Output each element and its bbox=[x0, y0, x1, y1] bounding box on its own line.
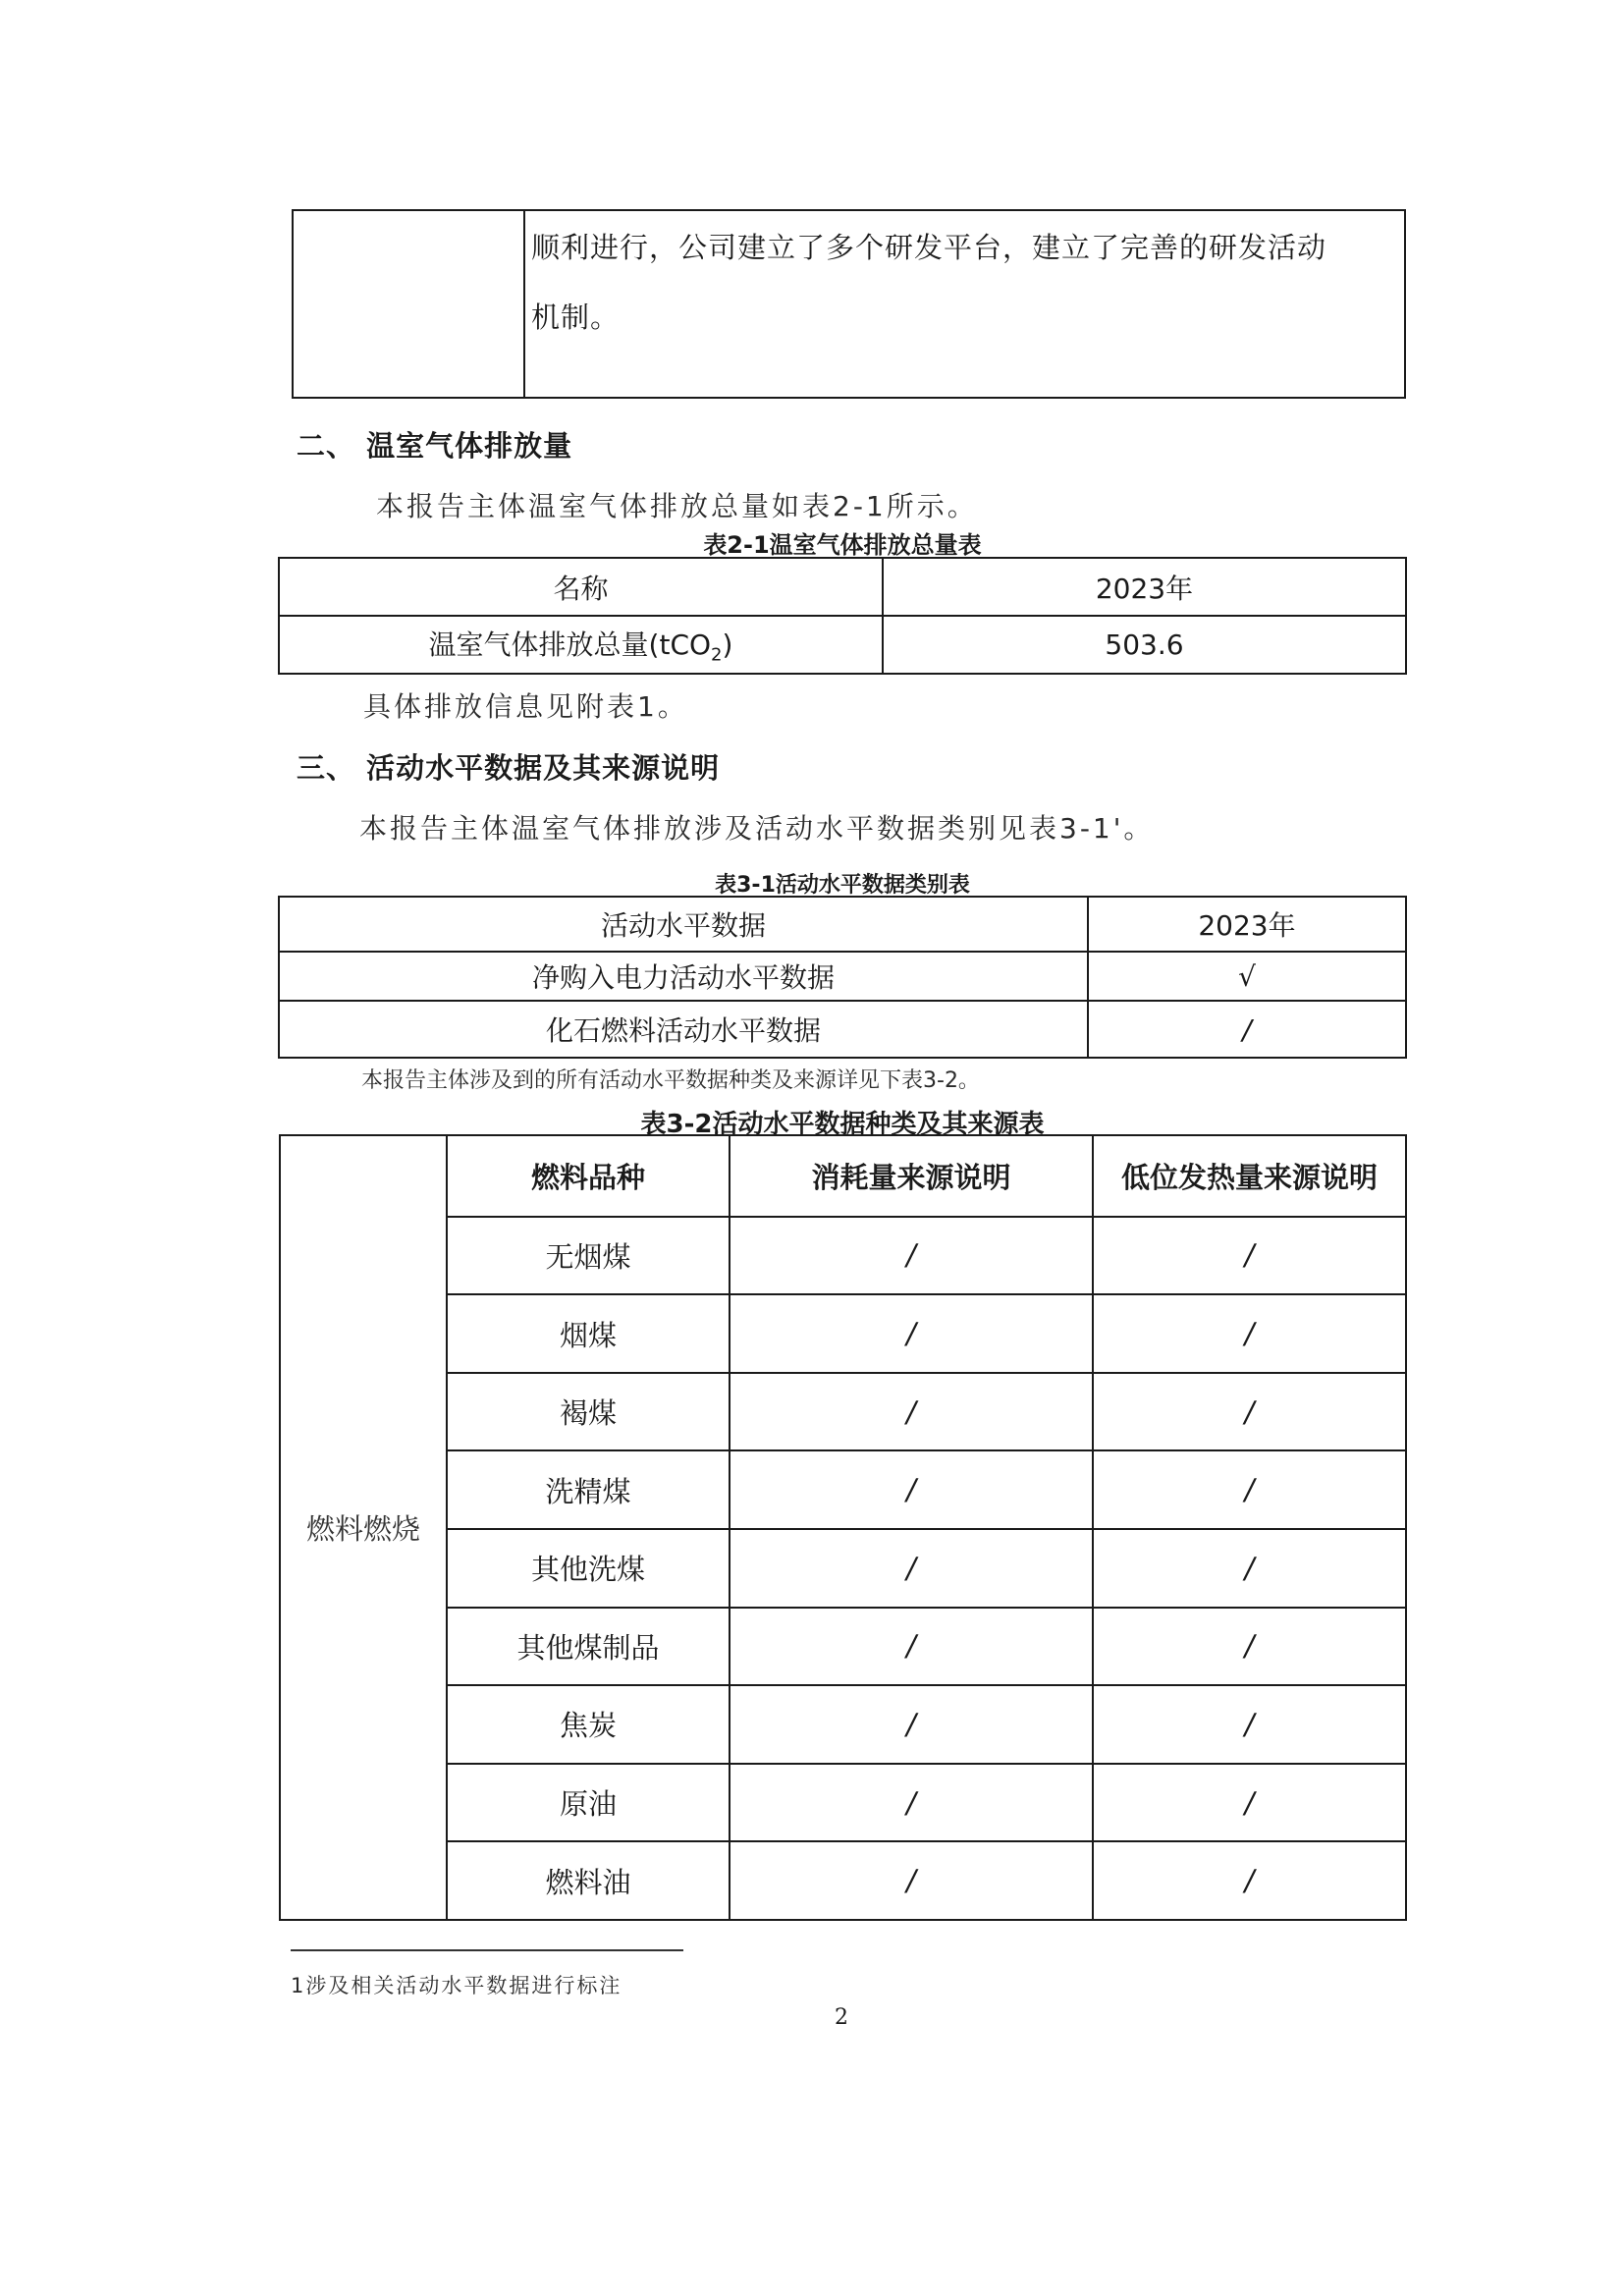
table-3-2-header-heat: 低位发热量来源说明 bbox=[1093, 1135, 1406, 1217]
table-3-1-row bbox=[279, 1001, 1406, 1058]
continuation-text-cell bbox=[524, 210, 1405, 398]
table-3-2-group-label: 燃料燃烧 bbox=[280, 1135, 447, 1920]
footnote-separator bbox=[291, 1949, 683, 1951]
continuation-label-cell bbox=[293, 210, 524, 398]
table-3-2-row bbox=[280, 1217, 1406, 1295]
table-3-2-caption: 表3-2活动水平数据种类及其来源表 bbox=[640, 1110, 1045, 1139]
table-3-2-row bbox=[280, 1841, 1406, 1920]
heat-cell: / bbox=[1093, 1685, 1406, 1764]
table-2-1-header-year: 2023年 bbox=[883, 558, 1406, 616]
fuel-cell: 焦炭 bbox=[447, 1685, 730, 1764]
table-3-1-caption: 表3-1活动水平数据类别表 bbox=[715, 873, 970, 898]
fuel-cell: 洗精煤 bbox=[447, 1450, 730, 1529]
table-2-1-header-row bbox=[279, 558, 1406, 616]
fuel-cell: 无烟煤 bbox=[447, 1217, 730, 1295]
fuel-cell: 褐煤 bbox=[447, 1373, 730, 1451]
consumption-cell: / bbox=[730, 1373, 1093, 1451]
table-3-2-header-row bbox=[280, 1135, 1406, 1217]
row-label-close: ) bbox=[722, 629, 733, 662]
table-3-2 bbox=[279, 1134, 1407, 1921]
fuel-cell: 其他煤制品 bbox=[447, 1608, 730, 1686]
table-3-2-row bbox=[280, 1608, 1406, 1686]
table-2-1-row-value: 503.6 bbox=[883, 616, 1406, 674]
table-2-1-caption: 表2-1温室气体排放总量表 bbox=[703, 531, 982, 559]
footnote: 1涉及相关活动水平数据进行标注 bbox=[291, 1974, 622, 1997]
heat-cell: / bbox=[1093, 1373, 1406, 1451]
continuation-text-line-1: 顺利进行，公司建立了多个研发平台，建立了完善的研发活动 bbox=[531, 231, 1327, 264]
consumption-cell: / bbox=[730, 1608, 1093, 1686]
table-3-2-row bbox=[280, 1373, 1406, 1451]
fuel-cell: 燃料油 bbox=[447, 1841, 730, 1920]
consumption-cell: / bbox=[730, 1294, 1093, 1373]
table-3-1-row-label: 净购入电力活动水平数据 bbox=[279, 952, 1088, 1001]
consumption-cell: / bbox=[730, 1450, 1093, 1529]
consumption-cell: / bbox=[730, 1685, 1093, 1764]
section-2-heading: 二、 温室气体排放量 bbox=[297, 429, 573, 463]
table-2-1 bbox=[278, 557, 1407, 675]
consumption-cell: / bbox=[730, 1217, 1093, 1295]
fuel-cell: 原油 bbox=[447, 1764, 730, 1842]
table-3-1 bbox=[278, 896, 1407, 1059]
section-3-intro: 本报告主体温室气体排放涉及活动水平数据类别见表3-1'。 bbox=[359, 812, 1155, 845]
heat-cell: / bbox=[1093, 1294, 1406, 1373]
table-3-2-row bbox=[280, 1764, 1406, 1842]
table-2-1-header-name: 名称 bbox=[279, 558, 883, 616]
heat-cell: / bbox=[1093, 1841, 1406, 1920]
heat-cell: / bbox=[1093, 1450, 1406, 1529]
table-3-2-row bbox=[280, 1685, 1406, 1764]
table-3-1-row-value: √ bbox=[1088, 952, 1406, 1001]
table-2-1-row-label bbox=[279, 616, 883, 674]
section-2-note: 具体排放信息见附表1。 bbox=[363, 690, 688, 723]
table-3-1-row-value: / bbox=[1088, 1001, 1406, 1058]
section-2-intro: 本报告主体温室气体排放总量如表2-1所示。 bbox=[376, 490, 978, 522]
consumption-cell: / bbox=[730, 1764, 1093, 1842]
table-3-1-note: 本报告主体涉及到的所有活动水平数据种类及来源详见下表3-2。 bbox=[361, 1068, 980, 1093]
table-3-1-header-row bbox=[279, 897, 1406, 952]
section-3-heading: 三、 活动水平数据及其来源说明 bbox=[297, 751, 721, 785]
table-2-1-row bbox=[279, 616, 1406, 674]
table-3-2-header-consumption: 消耗量来源说明 bbox=[730, 1135, 1093, 1217]
continuation-table bbox=[292, 209, 1406, 399]
continuation-text-line-2: 机制。 bbox=[531, 301, 621, 334]
heat-cell: / bbox=[1093, 1764, 1406, 1842]
heat-cell: / bbox=[1093, 1529, 1406, 1608]
table-3-2-row bbox=[280, 1529, 1406, 1608]
heat-cell: / bbox=[1093, 1608, 1406, 1686]
row-label-text: 温室气体排放总量(tCO bbox=[428, 629, 712, 662]
page-number: 2 bbox=[835, 2005, 848, 2030]
fuel-cell: 烟煤 bbox=[447, 1294, 730, 1373]
table-3-1-row bbox=[279, 952, 1406, 1001]
row-label-subscript: 2 bbox=[711, 644, 723, 666]
table-3-1-header-data: 活动水平数据 bbox=[279, 897, 1088, 952]
table-3-1-row-label: 化石燃料活动水平数据 bbox=[279, 1001, 1088, 1058]
fuel-cell: 其他洗煤 bbox=[447, 1529, 730, 1608]
table-3-1-header-year: 2023年 bbox=[1088, 897, 1406, 952]
table-3-2-row bbox=[280, 1294, 1406, 1373]
consumption-cell: / bbox=[730, 1529, 1093, 1608]
table-3-2-row bbox=[280, 1450, 1406, 1529]
table-3-2-header-fuel: 燃料品种 bbox=[447, 1135, 730, 1217]
heat-cell: / bbox=[1093, 1217, 1406, 1295]
consumption-cell: / bbox=[730, 1841, 1093, 1920]
